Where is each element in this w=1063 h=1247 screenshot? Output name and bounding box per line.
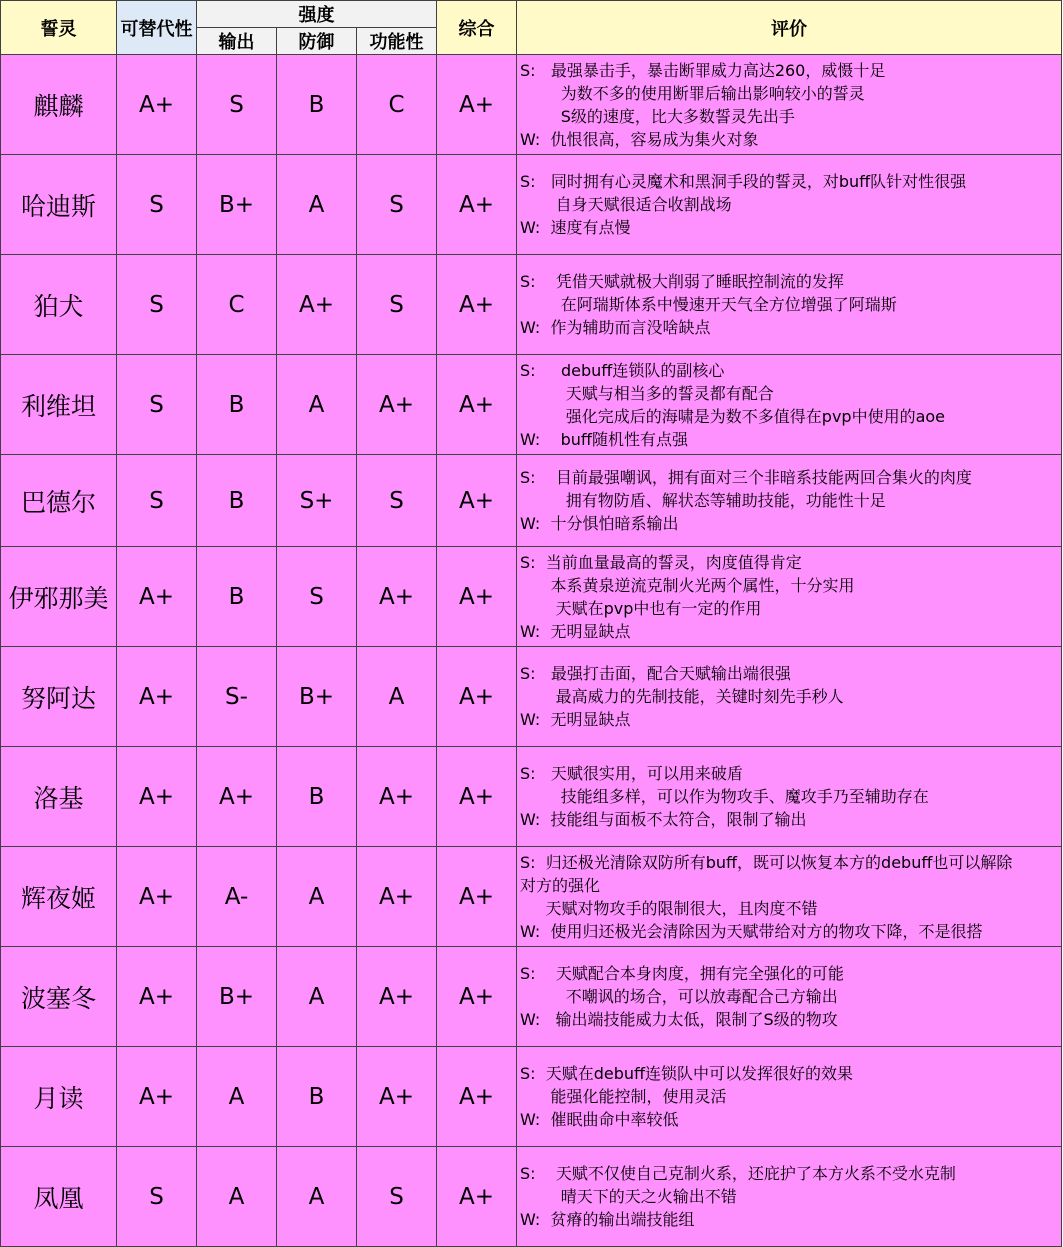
evaluation-line: 不嘲讽的场合，可以放毒配合己方输出 <box>520 987 838 1006</box>
evaluation-line: W: 贫瘠的输出端技能组 <box>520 1210 695 1229</box>
function-grade: A+ <box>357 847 437 947</box>
evaluation-cell <box>517 1147 1062 1247</box>
evaluation-cell <box>517 155 1062 255</box>
evaluation-line: 天赋与相当多的誓灵都有配合 <box>520 383 774 403</box>
table-body <box>1 55 1062 1247</box>
overall-grade: A+ <box>437 155 517 255</box>
evaluation-cell <box>517 947 1062 1047</box>
evaluation-line: 晴天下的天之火输出不错 <box>520 1187 737 1206</box>
defense-grade: B+ <box>277 647 357 747</box>
table-row <box>1 947 1062 1047</box>
output-grade: B+ <box>197 155 277 255</box>
header-function: 功能性 <box>357 28 437 55</box>
function-grade: A+ <box>357 1047 437 1147</box>
evaluation-line: 天赋对物攻手的限制很大，且肉度不错 <box>520 898 818 918</box>
function-grade: A+ <box>357 947 437 1047</box>
output-grade: A+ <box>197 747 277 847</box>
defense-grade: S+ <box>277 455 357 547</box>
table-row <box>1 255 1062 355</box>
evaluation-line: S: 天赋不仅使自己克制火系，还庇护了本方火系不受水克制 <box>520 1164 956 1183</box>
header-strength: 强度 <box>197 1 437 28</box>
overall-grade: A+ <box>437 547 517 647</box>
header-name: 誓灵 <box>1 1 117 55</box>
output-grade: S <box>197 55 277 155</box>
overall-grade: A+ <box>437 847 517 947</box>
header-row <box>1 1 1062 28</box>
evaluation-line: 为数不多的使用断罪后输出影响较小的誓灵 <box>520 83 865 103</box>
function-grade: S <box>357 1147 437 1247</box>
evaluation-line: W: 无明显缺点 <box>520 621 631 641</box>
defense-grade: A <box>277 1147 357 1247</box>
evaluation-cell <box>517 255 1062 355</box>
table-row <box>1 747 1062 847</box>
defense-grade: B <box>277 747 357 847</box>
evaluation-line: W: 仇恨很高，容易成为集火对象 <box>520 129 759 149</box>
overall-grade: A+ <box>437 455 517 547</box>
output-grade: B <box>197 547 277 647</box>
defense-grade: A <box>277 155 357 255</box>
table-row <box>1 847 1062 947</box>
spirit-name: 巴德尔 <box>1 455 117 547</box>
defense-grade: A <box>277 355 357 455</box>
function-grade: A <box>357 647 437 747</box>
evaluation-line: 在阿瑞斯体系中慢速开天气全方位增强了阿瑞斯 <box>520 295 897 314</box>
evaluation-cell <box>517 747 1062 847</box>
output-grade: B <box>197 455 277 547</box>
overall-grade: A+ <box>437 647 517 747</box>
table-row <box>1 455 1062 547</box>
evaluation-line: W: buff随机性有点强 <box>520 429 688 449</box>
evaluation-line: S: 凭借天赋就极大削弱了睡眠控制流的发挥 <box>520 272 844 291</box>
evaluation-line: 能强化能控制，使用灵活 <box>520 1087 727 1106</box>
spirit-name: 哈迪斯 <box>1 155 117 255</box>
evaluation-line: W: 使用归还极光会清除因为天赋带给对方的物攻下降，不是很搭 <box>520 921 983 941</box>
table-row <box>1 547 1062 647</box>
evaluation-line: S: 目前最强嘲讽，拥有面对三个非暗系技能两回合集火的肉度 <box>520 468 972 487</box>
spirit-name: 月读 <box>1 1047 117 1147</box>
evaluation-line: W: 十分惧怕暗系输出 <box>520 514 679 533</box>
evaluation-line: 本系黄泉逆流克制火光两个属性，十分实用 <box>520 575 855 595</box>
spirit-name: 波塞冬 <box>1 947 117 1047</box>
header-overall: 综合 <box>437 1 517 55</box>
overall-grade: A+ <box>437 1047 517 1147</box>
evaluation-line: S: 天赋配合本身肉度，拥有完全强化的可能 <box>520 964 844 983</box>
spirit-name: 洛基 <box>1 747 117 847</box>
spirit-name: 努阿达 <box>1 647 117 747</box>
overall-grade: A+ <box>437 947 517 1047</box>
defense-grade: A <box>277 947 357 1047</box>
table-row <box>1 355 1062 455</box>
function-grade: C <box>357 55 437 155</box>
defense-grade: B <box>277 1047 357 1147</box>
evaluation-line: S: debuff连锁队的副核心 <box>520 360 725 380</box>
evaluation-cell <box>517 547 1062 647</box>
evaluation-line: S: 最强打击面，配合天赋输出端很强 <box>520 664 791 683</box>
replaceability-grade: A+ <box>117 547 197 647</box>
table-row <box>1 1047 1062 1147</box>
function-grade: S <box>357 455 437 547</box>
evaluation-cell <box>517 1047 1062 1147</box>
evaluation-line: 拥有物防盾、解状态等辅助技能，功能性十足 <box>520 491 886 510</box>
evaluation-line: W: 催眠曲命中率较低 <box>520 1110 679 1129</box>
defense-grade: A <box>277 847 357 947</box>
spirit-name: 伊邪那美 <box>1 547 117 647</box>
replaceability-grade: S <box>117 255 197 355</box>
spirit-name: 辉夜姬 <box>1 847 117 947</box>
evaluation-line: S: 天赋很实用，可以用来破盾 <box>520 764 743 783</box>
evaluation-line: 对方的强化 <box>520 875 601 895</box>
evaluation-line: 最高威力的先制技能，关键时刻先手秒人 <box>520 687 844 706</box>
output-grade: B+ <box>197 947 277 1047</box>
spirit-name: 凤凰 <box>1 1147 117 1247</box>
evaluation-cell <box>517 847 1062 947</box>
evaluation-line: 天赋在pvp中也有一定的作用 <box>520 598 762 618</box>
function-grade: A+ <box>357 747 437 847</box>
evaluation-line: W: 作为辅助而言没啥缺点 <box>520 318 711 337</box>
evaluation-line: W: 无明显缺点 <box>520 710 631 729</box>
output-grade: C <box>197 255 277 355</box>
output-grade: S- <box>197 647 277 747</box>
table-row <box>1 1147 1062 1247</box>
evaluation-line: 技能组多样，可以作为物攻手、魔攻手乃至辅助存在 <box>520 787 929 806</box>
evaluation-cell <box>517 455 1062 547</box>
overall-grade: A+ <box>437 747 517 847</box>
evaluation-cell <box>517 55 1062 155</box>
replaceability-grade: A+ <box>117 647 197 747</box>
output-grade: A <box>197 1047 277 1147</box>
evaluation-line: S: 最强暴击手，暴击断罪威力高达260，威慑十足 <box>520 60 886 80</box>
table-row <box>1 647 1062 747</box>
replaceability-grade: A+ <box>117 847 197 947</box>
overall-grade: A+ <box>437 255 517 355</box>
evaluation-line: W: 技能组与面板不太符合，限制了输出 <box>520 810 807 829</box>
table-row <box>1 55 1062 155</box>
defense-grade: S <box>277 547 357 647</box>
evaluation-line: S: 归还极光清除双防所有buff，既可以恢复本方的debuff也可以解除 <box>520 852 1013 872</box>
spirit-name: 麒麟 <box>1 55 117 155</box>
overall-grade: A+ <box>437 1147 517 1247</box>
replaceability-grade: S <box>117 1147 197 1247</box>
function-grade: S <box>357 155 437 255</box>
output-grade: A <box>197 1147 277 1247</box>
evaluation-cell <box>517 355 1062 455</box>
evaluation-line: W: 输出端技能威力太低，限制了S级的物攻 <box>520 1010 838 1029</box>
function-grade: S <box>357 255 437 355</box>
replaceability-grade: A+ <box>117 55 197 155</box>
header-evaluation: 评价 <box>517 1 1062 55</box>
defense-grade: B <box>277 55 357 155</box>
header-output: 输出 <box>197 28 277 55</box>
replaceability-grade: S <box>117 355 197 455</box>
defense-grade: A+ <box>277 255 357 355</box>
overall-grade: A+ <box>437 55 517 155</box>
output-grade: A- <box>197 847 277 947</box>
evaluation-line: 强化完成后的海啸是为数不多值得在pvp中使用的aoe <box>520 406 946 426</box>
evaluation-line: S: 当前血量最高的誓灵，肉度值得肯定 <box>520 552 802 572</box>
table-row <box>1 155 1062 255</box>
function-grade: A+ <box>357 547 437 647</box>
function-grade: A+ <box>357 355 437 455</box>
replaceability-grade: A+ <box>117 1047 197 1147</box>
replaceability-grade: S <box>117 155 197 255</box>
header-replaceability: 可替代性 <box>117 1 197 55</box>
spirit-name: 利维坦 <box>1 355 117 455</box>
replaceability-grade: S <box>117 455 197 547</box>
evaluation-line: 自身天赋很适合收割战场 <box>520 195 732 214</box>
evaluation-line: S: 天赋在debuff连锁队中可以发挥很好的效果 <box>520 1064 854 1083</box>
overall-grade: A+ <box>437 355 517 455</box>
evaluation-line: S: 同时拥有心灵魔术和黑洞手段的誓灵，对buff队针对性很强 <box>520 172 967 191</box>
evaluation-line: S级的速度，比大多数誓灵先出手 <box>520 106 795 126</box>
output-grade: B <box>197 355 277 455</box>
replaceability-grade: A+ <box>117 947 197 1047</box>
replaceability-grade: A+ <box>117 747 197 847</box>
evaluation-cell <box>517 647 1062 747</box>
spirit-name: 狛犬 <box>1 255 117 355</box>
header-defense: 防御 <box>277 28 357 55</box>
evaluation-line: W: 速度有点慢 <box>520 218 631 237</box>
